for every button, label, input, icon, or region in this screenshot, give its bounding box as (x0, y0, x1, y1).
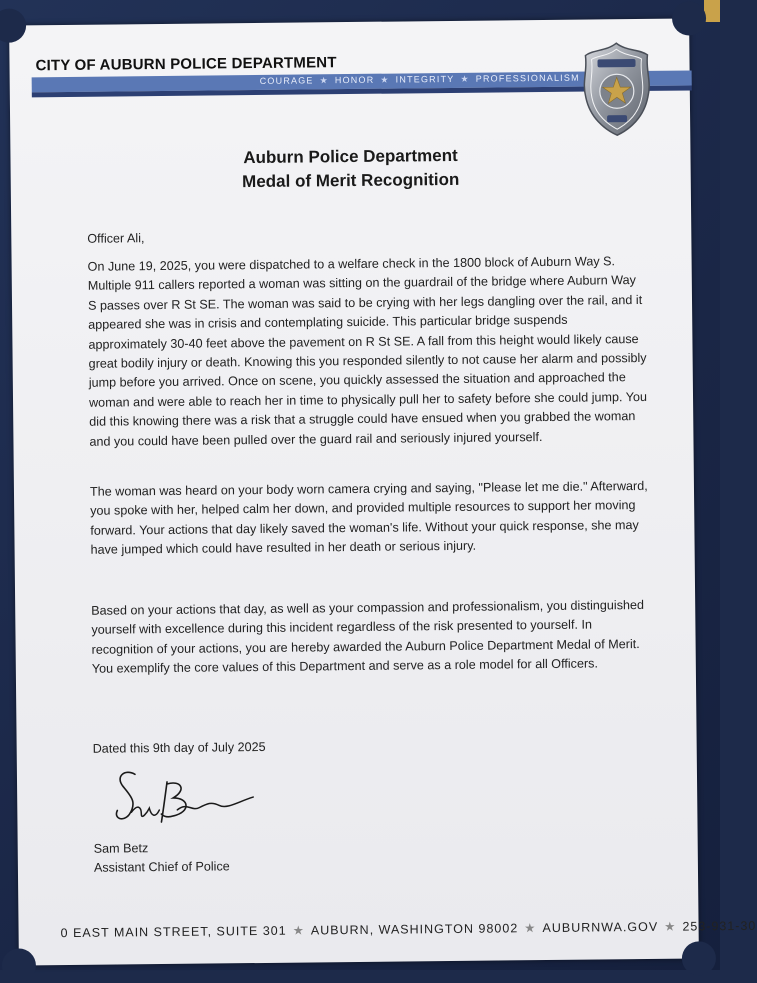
footer-address: 0 EAST MAIN STREET, SUITE 301 (60, 923, 287, 941)
body-paragraph: The woman was heard on your body worn camera crying and saying, "Please let me die." Afterward, you spoke with her, helped calm her down, and provided multiple resources to support her moving forward. Your actions that day likely saved the woman's life. Without your quick response, she may have jumped which could have resulted in her death or serious injury. (89, 478, 648, 557)
footer-city: AUBURN, WASHINGTON 98002 (310, 921, 519, 938)
salutation: Officer Ali, (87, 231, 145, 246)
page-corner-cutout (2, 948, 36, 982)
star-icon: ★ (292, 923, 305, 938)
date-line: Dated this 9th day of July 2025 (92, 739, 266, 756)
page-corner-cutout (682, 941, 716, 975)
motto-word: INTEGRITY (395, 73, 455, 85)
body-paragraph: On June 19, 2025, you were dispatched to a welfare check in the 1800 block of Auburn Way S. Multiple 911 callers reported a woman was sitting on the guardrail of the bridge where Auburn Way S passes over R St SE. The woman was said to be crying with her legs dangling over the rail, and it appeared she was in crisis and contemplating suicide. This particular bridge suspends approximately 30-40 feet above the pavement on R St SE. A fall from this height would likely cause great bodily injury or death. Knowing this you responded silently to not cause her alarm and possibly jump before you arrived. Once on scene, you quickly assessed the situation and approached the woman and were able to reach her in time to physically pull her to safety before she could jump. You did this knowing there was a risk that a struggle could have ensued when you grabbed the woman and you could have been pulled over the guard rail and seriously injured yourself. (87, 254, 648, 449)
body-paragraph: Based on your actions that day, as well as your compassion and professionalism, you distinguished yourself with excellence during this incident regardless of the risk presented to yourself. In recognition of your actions, you are hereby awarded the Auburn Police Department Medal of Merit. You exemplify the core values of this Department and serve as a role model for all Officers. (91, 597, 645, 676)
motto-word: HONOR (334, 74, 375, 86)
star-icon: ★ (319, 75, 329, 86)
page-title: Auburn Police Department (243, 145, 458, 168)
star-icon: ★ (524, 921, 537, 936)
police-badge-icon (581, 41, 652, 138)
department-name: CITY OF AUBURN POLICE DEPARTMENT (35, 54, 337, 75)
signer-title: Assistant Chief of Police (93, 859, 230, 875)
page-corner-cutout (672, 1, 706, 35)
page-subtitle: Medal of Merit Recognition (242, 169, 460, 192)
handwritten-signature (107, 761, 258, 843)
star-icon: ★ (380, 74, 390, 85)
signer-name: Sam Betz (93, 841, 149, 856)
footer-website: AUBURNWA.GOV (542, 919, 659, 936)
motto-word: PROFESSIONALISM (475, 72, 580, 84)
motto-word: COURAGE (259, 75, 314, 86)
footer-phone: 253-931-30 (682, 918, 757, 934)
folder-gold-corner (704, 0, 720, 22)
star-icon: ★ (460, 73, 470, 84)
footer-address-line (61, 918, 757, 940)
star-icon: ★ (664, 919, 677, 934)
letter-page (9, 18, 757, 965)
